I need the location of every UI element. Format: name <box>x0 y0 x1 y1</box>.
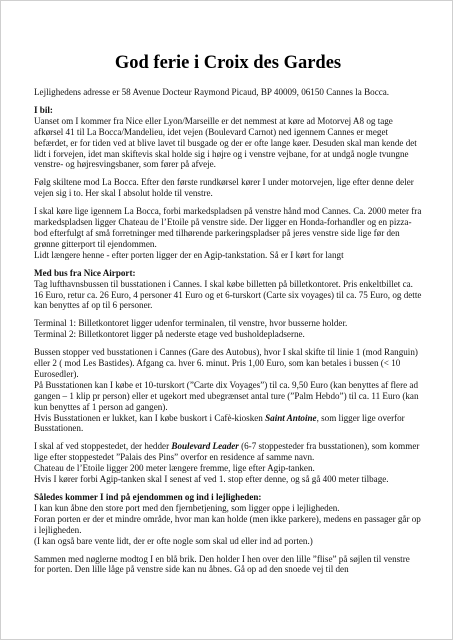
entry-line-3: (I kan også bare vente lidt, der er ofte nogle som skal ud eller ind ad porten.) <box>34 535 313 546</box>
page-title: God ferie i Croix des Gardes <box>114 53 342 73</box>
entry-heading: Således kommer I ind på ejendommen og ind i lejligheden: <box>34 492 262 502</box>
terminal-1-line: Terminal 1: Billetkontoret ligger udenfor terminalen, til venstre, hvor busserne holder. <box>34 318 348 329</box>
terminal-2-line: Terminal 2: Billetkontoret ligger på nederste etage ved busholdepladserne. <box>34 329 305 340</box>
bus-paragraph-4 <box>34 413 422 435</box>
stop-name: Boulevard Leader <box>171 441 239 452</box>
stop-p1-pre: I skal af ved stoppestedet, der hedder <box>34 441 172 452</box>
car-heading: I bil: <box>34 104 53 115</box>
document-body <box>34 53 422 582</box>
car-paragraph-4: Lidt længere henne - efter porten ligger der en Agip-tankstation. Så er I kørt for langt <box>34 249 344 260</box>
bus-heading: Med bus fra Nice Airport: <box>34 267 136 278</box>
address-paragraph: Lejlighedens adresse er 58 Avenue Docteur Raymond Picaud, BP 40009, 06150 Cannes la Bocca. <box>34 87 390 97</box>
entry-paragraph-last: Sammen med nøglerne modtog I en blå brik. Den holder I hen over den lille ”flise” på søjlen til venstre for porten. Den lille låge på venstre side kan nu åbnes. Gå op ad den snoede vej til den <box>34 553 410 575</box>
entry-line-2: Foran porten er der et mindre område, hvor man kan holde (men ikke parkere), medens en passager går op i lejligheden. <box>34 513 421 535</box>
entry-line-1: I kan kun åbne den store port med den fjernbetjening, som ligger oppe i lejligheden. <box>34 502 340 513</box>
car-paragraph-3: I skal køre lige igennem La Bocca, forbi markedspladsen på venstre hånd mod Cannes. Ca. 2000 meter fra markedspladsen ligger Chateau de l’Etoile på venstre side. Der ligger en Honda-forhandler og en pizza-bod efterfulgt af små forretninger med tilhørende parkeringspladser på jeres venstre side lige før den grønne gitterport til ejendommen. <box>34 206 422 249</box>
stop-p1-post: (6-7 stoppesteder fra busstationen), som kommer lige efter stoppestedet ”Palais des Pins” overfor en residence af samme navn. <box>34 441 420 463</box>
stop-paragraph-1 <box>34 441 422 463</box>
stop-paragraph-3: Hvis I kører forbi Agip-tanken skal I senest af ved 1. stop efter denne, og så gå 400 meter tilbage. <box>34 474 389 485</box>
car-paragraph-2: Følg skiltene mod La Bocca. Efter den første rundkørsel kører I under motorvejen, lige efter denne deler vejen sig i to. Her skal I absolut holde til venstre. <box>34 177 414 199</box>
bus-p4-post: , som ligger lige overfor Busstationen. <box>34 412 405 434</box>
kiosk-name: Saint Antoine <box>265 412 317 423</box>
bus-p4-pre: Hvis Busstationen er lukket, kan I købe buskort i Cafè-kiosken <box>34 412 266 423</box>
car-paragraph-1: Uanset om I kommer fra Nice eller Lyon/Marseille er det nemmest at køre ad Motorvej A8 og tage afkørsel 41 til La Bocca/Mandelieu, idet vejen (Boulevard Carnot) ned igennem Cannes er meget befærdet, er for tiden ved at blive lavet til busgade og der er ofte lange køer. Desuden skal man kende det lidt i forvejen, idet man skiftevis skal holde sig i højre og i venstre vejbane, for at undgå nogle tvungne venstre- og højresvingsbaner, som fører på afveje. <box>34 115 417 170</box>
bus-paragraph-3: På Busstationen kan I købe et 10-turskort (”Carte dix Voyages”) til ca. 9,50 Euro (kan benyttes af flere ad gangen – 1 klip pr person) eller et ugekort med ubegrænset antal ture (”Palm Hebdo”) til ca. 11 Euro (kan kun benyttes af 1 person ad gangen). <box>34 379 419 412</box>
stop-paragraph-2: Chateau de l’Etoile ligger 200 meter længere fremme, lige efter Agip-tanken. <box>34 463 315 474</box>
bus-paragraph-1: Tag lufthavnsbussen til busstationen i Cannes. I skal købe billetten på billetkontoret. Pris enkeltbillet ca. 16 Euro, retur ca. 26 Euro, 4 personer 41 Euro og et 6-turskort (Carte six voyages) til ca. 75 Euro, og dette kan benyttes af op til 6 personer. <box>34 278 422 311</box>
bus-paragraph-2: Bussen stopper ved busstationen i Cannes (Gare des Autobus), hvor I skal skifte til linie 1 (mod Ranguin) eller 2 ( mod Les Bastides). Afgang ca. hver 6. minut. Pris 1,00 Euro, som kan betales i bussen (< 10 Eurosedler). <box>34 347 418 379</box>
